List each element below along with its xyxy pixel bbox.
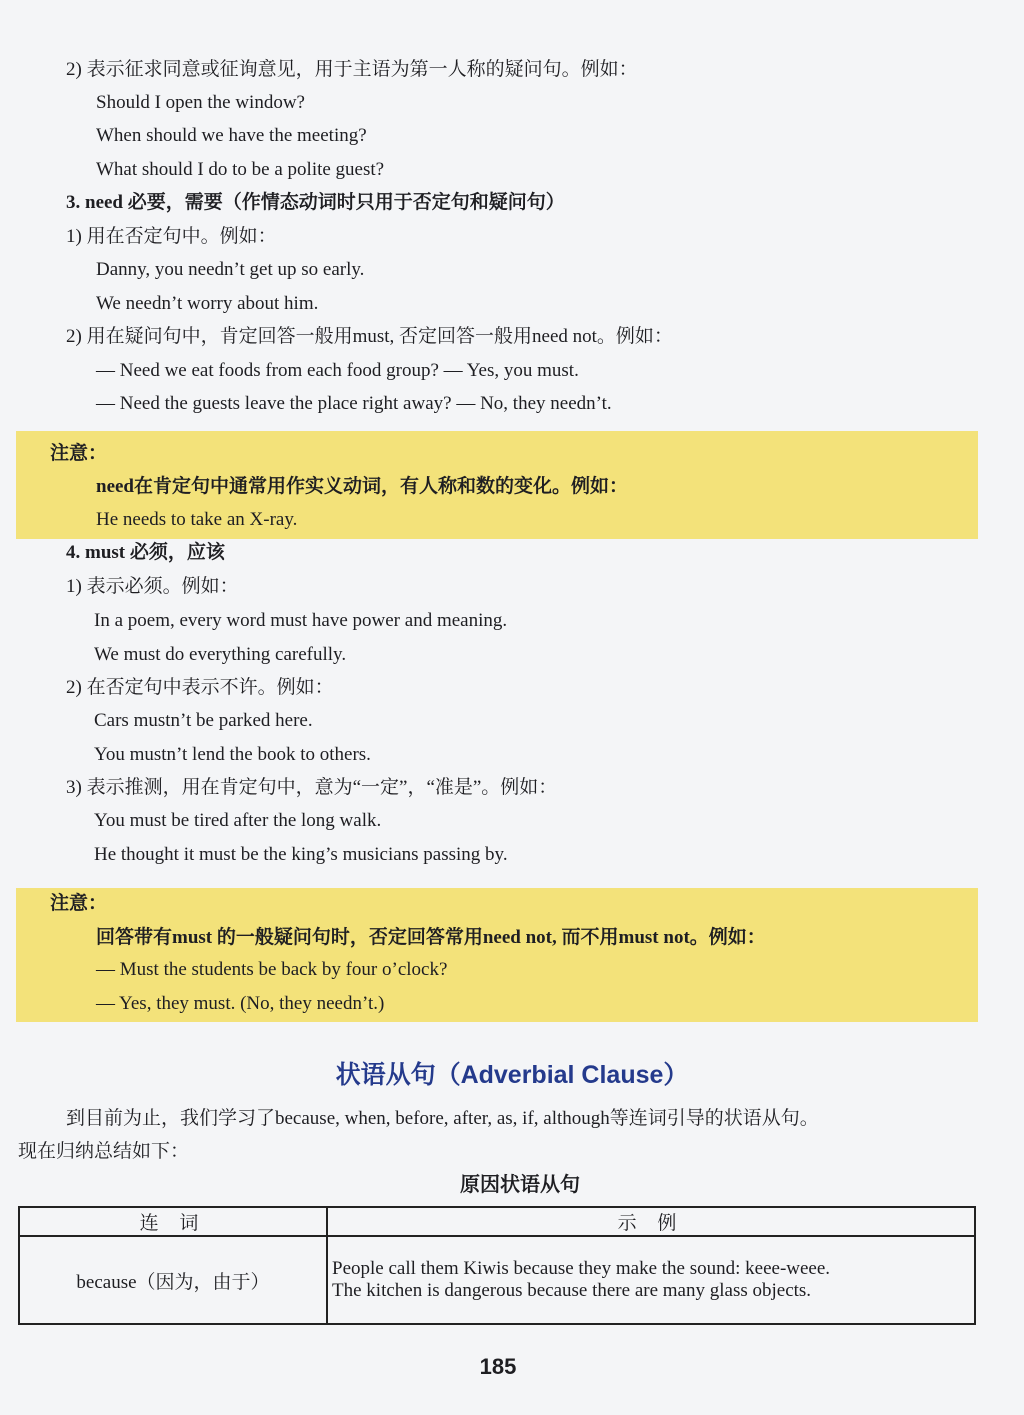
note-label: 注意： [50, 443, 108, 464]
example-dialogue: — Need we eat foods from each food group? — Yes, you must. [96, 360, 579, 381]
example-sentence: We must do everything carefully. [94, 644, 347, 665]
must-point-2: 2) 在否定句中表示不许。例如： [66, 677, 334, 698]
clause-table [18, 1206, 976, 1325]
note-text: 回答带有must 的一般疑问句时，否定回答常用need not, 而不用must not。例如： [96, 927, 766, 948]
section-intro-cont: 现在归纳总结如下： [18, 1141, 190, 1162]
note-box-need [16, 431, 978, 539]
need-point-1: 1) 用在否定句中。例如： [66, 226, 277, 247]
example-sentence: You mustn’t lend the book to others. [94, 744, 371, 765]
example-dialogue: — Must the students be back by four o’clock? [96, 959, 448, 980]
need-heading: 3. need 必要，需要（作情态动词时只用于否定句和疑问句） [66, 192, 565, 213]
example-sentence: Cars mustn’t be parked here. [94, 710, 313, 731]
example-sentence: He needs to take an X-ray. [96, 509, 298, 530]
must-point-3: 3) 表示推测，用在肯定句中，意为“一定”，“准是”。例如： [66, 777, 558, 798]
example-sentence: People call them Kiwis because they make the sound: keee-weee. [332, 1258, 831, 1279]
example-sentence: What should I do to be a polite guest? [96, 159, 385, 180]
must-point-1: 1) 表示必须。例如： [66, 576, 239, 597]
example-sentence: We needn’t worry about him. [96, 293, 319, 314]
need-point-2: 2) 用在疑问句中，肯定回答一般用must, 否定回答一般用need not。例如： [66, 326, 673, 347]
table-header-row [19, 1207, 975, 1236]
example-sentence: You must be tired after the long walk. [94, 810, 382, 831]
example-sentence: He thought it must be the king’s musicians passing by. [94, 844, 508, 865]
example-dialogue: — Yes, they must. (No, they needn’t.) [96, 993, 385, 1014]
example-cell [327, 1236, 975, 1324]
example-sentence: When should we have the meeting? [96, 125, 367, 146]
table-caption: 原因状语从句 [460, 1174, 580, 1196]
section-title: 状语从句（Adverbial Clause） [335, 1061, 689, 1089]
note-box-must [16, 888, 978, 1022]
must-heading: 4. must 必须，应该 [66, 542, 225, 563]
note-label: 注意： [50, 893, 108, 914]
table-row [19, 1236, 975, 1324]
example-sentence: Should I open the window? [96, 92, 305, 113]
conjunction-cell: because（因为，由于） [19, 1236, 327, 1324]
page-number: 185 [479, 1354, 517, 1379]
header-conjunction: 连 词 [19, 1207, 327, 1236]
section-intro: 到目前为止，我们学习了because, when, before, after, as, if, although等连词引导的状语从句。 [66, 1108, 819, 1129]
example-sentence: Danny, you needn’t get up so early. [96, 259, 365, 280]
header-example: 示 例 [327, 1207, 975, 1236]
example-sentence: The kitchen is dangerous because there are many glass objects. [332, 1280, 812, 1301]
should-point-2: 2) 表示征求同意或征询意见，用于主语为第一人称的疑问句。例如： [66, 59, 638, 80]
example-sentence: In a poem, every word must have power and meaning. [94, 610, 508, 631]
note-text: need在肯定句中通常用作实义动词，有人称和数的变化。例如： [96, 476, 629, 497]
example-dialogue: — Need the guests leave the place right away? — No, they needn’t. [96, 393, 612, 414]
